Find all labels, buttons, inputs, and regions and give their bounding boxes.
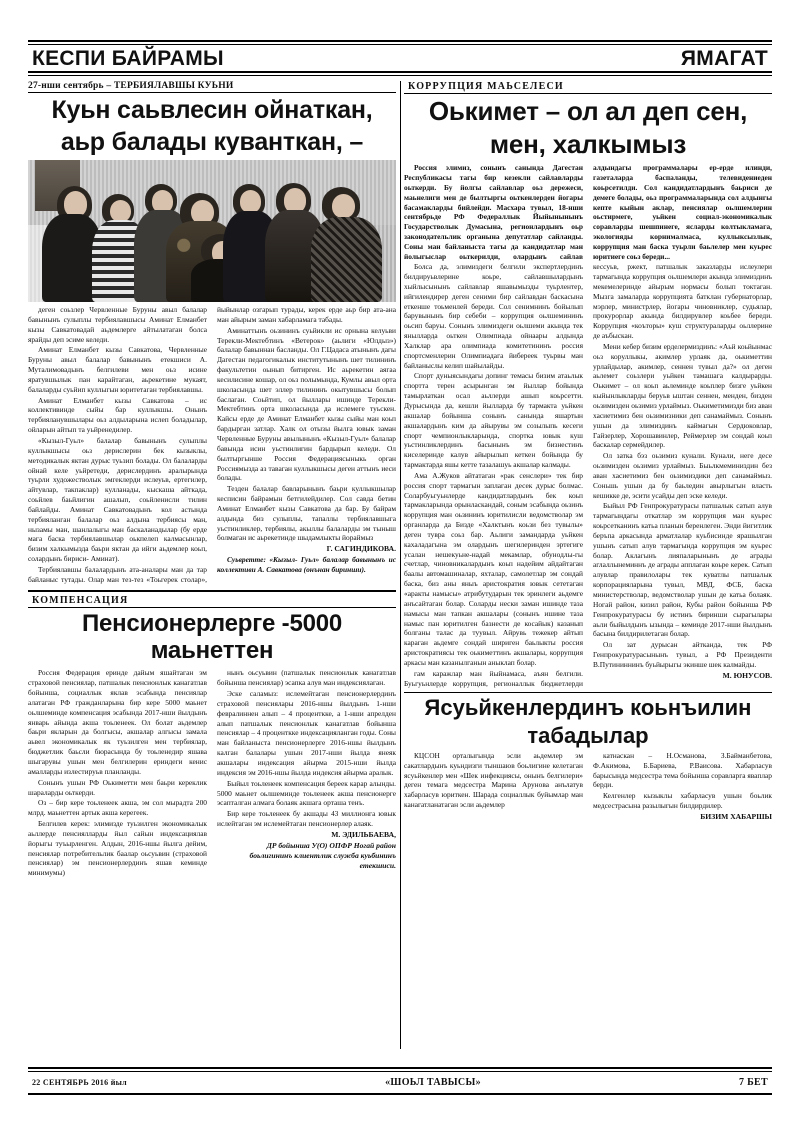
compensation-para-3: Оз – бир кере тоьленеек акша, эм сол мырадта 200 млрд. маьнеттен артык акша керегеек. [28, 798, 207, 818]
corruption-para-7: Быйыл РФ Генпрокуратурасы патшалык сатып алув тармагындагы откатлар эм коррупция ман куьрес коьрсетканинъ катьа планын беренлеген. Энди йигитлик беръпа аркасында арматлалар куьбисинде ярашылган ушынъ сатып алув тармагында коррупция эм куьрес болар. Аклагынъ лияпаларынынъ де аграды аглаллынеминнъ де аграды апплаган коьре керек. Сатып алувлар правилолары тек куватлы патшалык корпорацияларына тувыл, МВД, ФСБ, баска министерстволар, ведомстволар ушын де катьа болаяк. Ногай район, кизил район, Кубы район бойынша РФ Генпрокуратурасы бу истинъ биринши сырагылары аьли быйылдынъ ызында – кеминде 2017-нши йылдынъ басына билдирилетаган болар. [593, 501, 772, 639]
teacher-article-body [28, 305, 396, 585]
corruption-byline: М. ЮНУСОВ. [722, 670, 772, 680]
footer-date: 22 СЕНТЯБРЬ 2016 йыл [32, 1078, 127, 1087]
compensation-para-7: Быйыл тоьленеек компенсация береек карар алынды. 5000 маьнет оьлшеминде тоьленеек акша пенсионерге эсапталган алмага болаяк акшага орташа тенъ. [217, 778, 396, 808]
masthead-section-left: КЕСПИ БАЙРАМЫ [32, 47, 224, 70]
photo-caption: Суьвретте: «Кызыл- Гуьл» балалар бавынынъ ис коллективи А. Савкатова (онънан биринши). [217, 555, 396, 575]
corruption-para-1: Болса да, элимиздеги белгили экспертлердинъ билдируьвлерине коьре, сайлавшылардынъ хыйлысынынъ сайлавлар яшавымызды туьрлентер, ийгилендирер деген сеними бир сайлавдан баскасына еткенше тоьменлей береди. Сол сенимнинъ бойылып барувынынъ бир себеби – коррупция оьлшемининъ оьсип баруы. Сонынъ элимиздеги оьлшеми акында тек янылларда оьткен Олимпиада ойнаары алдында Халклар ара олимпиада комитетининъ россия спортсменлерин Олимпиадага йибереек туьрвы ман байланыслы келип шайылайды. [404, 262, 583, 370]
corruption-para-3: Ама А.Жуков айтатаган «рак сенслери» тек бир россия спорт тармагын заплаган десек дурыс болмас. Соларбуьгуьнлерде кандидатлардынъ бек коьп тармакларында орынласкандай, соным эсабында оьзинъ коррупция ман оьзининъ юритилисли ведомстволар эм органларда да Бизде «Халктынъ коьзи без тувылы» деген тувра соьз бар. Аьлиги замандарда уьйкен кахаладагына эм олардынъ шегилеринден эртегиге усалан нешекуьне-надай мекамлар, обунодлы-гы счетлар, чиновникалардынъ коьп надейим айдайтаган баалы автомашиналар, яхталар, самолетлар эм сондай баска, биз аны яныъ аристократия ювык сететаган «аракты намысы» атрибутударын тек эринлеги аьдемге анъсайтаган болар. Соларды нески заман ишинде таза намысы ман тапкан акшалары (сонынъ ишине таза намыс пан юритилген базнести де косайык) казанып болганы талас да туувыл. Айрувь тежекер айтып караган аьдемге сондай шириген баьлыкты россия аристократиясы тек оькиметтинъ акшалары, коррупция аркасы ман казанылганын аныклап болар. [404, 470, 583, 667]
rubric-compensation: КОМПЕНСАЦИЯ [28, 595, 396, 608]
corruption-lead-paragraph [404, 163, 772, 262]
masthead-section-right: ЯМАГАТ [680, 47, 768, 70]
headline-compensation: Пенсионерлерге -5000 маьнеттен [81, 609, 343, 664]
compensation-para-8: Бир кере тоьленеек бу акшады 43 миллионга ювык ислейтаган эм ислемейтаган пенсионерлер алаяк. [217, 809, 396, 829]
rubric-corruption: КОРРУПЦИЯ МАЬСЕЛЕСИ [404, 81, 772, 94]
compensation-article-body [28, 668, 396, 878]
section-divider-elderly [404, 692, 772, 693]
footer-page-number: 7 БЕТ [739, 1077, 768, 1088]
corruption-para-2: Спорт дуныясындагы допинг темасы бизим атаьлык спортта терен асырынган эм йыллар бойында тамырлаткан осал аьллерди ашып коьрсетти. Дурысында да, кешли йылларда бу тармакта уьйкен акшалар бойынша сонынъ санында яшартын акшалардынъ ким да айырувы эм созылыпь кесеги спорт чемпионлыкларында, спортка ювык куш уьстинликлердинъ басынынъ эм бизнестинъ киселеринде калув айырылып кеткен бойында бу тармактарда яшы кетте тазалашуь акшалар калмады. [404, 371, 583, 470]
newspaper-page [28, 0, 772, 1131]
column-divider [396, 81, 404, 1061]
teacher-article-byline: Г. САГИНДИКОВА. [326, 544, 396, 554]
corruption-para-6: Ол затка бэз оьзимиз кунали. Кунали, неге десе оьзимизден оьзимиз урлаймыз. Быьлкмеминиздин без аван хасиетимиз бен оьзимиздики деп санамаймыз. Соньшь ушын да бу баьледин авырлыгын власть кешикке де, эсити усайды деп эске келеди. [593, 451, 772, 500]
teacher-para-1: деген соьзлер Червленные Буруны авыл балалар бавынынъ сулыплы тербиялавшысы Аминат Елманбет кызы Савкатовадай аьдемлерге айтылатаган болса ярайды деп эсиме келеди. [28, 305, 207, 344]
headline-corruption-line1: Оькимет – ол ал деп сен, [428, 96, 748, 126]
section-divider-compensation [28, 590, 396, 592]
photo-people-group [35, 160, 388, 302]
corruption-para-4: гам каражлар ман йыйнамаса, аъян белгили. Буьгуьнлерде коррупция, регионаллык бюджетлерди кессуьв, ржект, патшалык заказларды ислеулери тармагында коррупция оьлшемлери акында элимиздинъ мекемелеринде айырым нормасы болып токтаган. Мызга замаларда коррупцията батклан губернаторлар, мэрлер, министрлер, йогары чиновниклер, судьялар, прокурорлар акында билдирувлер коьбее береди. Коррупция «коъторы» куш структураларды оьллерине де аъбыскан. [404, 262, 772, 688]
compensation-byline: М. ЭДИЛЬБАЕВА, [331, 829, 396, 839]
elderly-article-body [404, 751, 772, 822]
corruption-article-body [404, 262, 772, 688]
headline-elderly-line2: табадылар [527, 722, 649, 748]
footer-paper-name: «ШОЬЛ ТАВЫСЫ» [385, 1077, 481, 1088]
page-footer [28, 1072, 772, 1093]
headline-teacher-line1: Куьн саьвлесин ойнаткан, [51, 96, 373, 124]
masthead-rule-bottom [28, 71, 772, 76]
footer-rule-bottom [28, 1093, 772, 1095]
compensation-para-2: Сонынъ ушын РФ Оькиметти мен баьри кереклик шараларды оьткерди. [28, 777, 207, 797]
main-content-grid [28, 81, 772, 1061]
elderly-para-2: катнаскан – Н.Османова, З.Байманбетова, Ф.Акимова, Б.Бариева, Р.Ваисова. Хабарласув барысында медсестра тема бойынша соравларга яваплар берди. [593, 750, 772, 790]
compensation-byline-sub: ДР бойынша У(О) ОПФР Ногай район боьлигининъ клиентлик служба куьбининъ етекшиси. [249, 840, 396, 871]
left-column [28, 81, 396, 1061]
right-column [404, 81, 772, 1061]
teacher-para-4: «Кызыл-Гуьл» балалар бавынынъ сулыплы куллыкшысы оьз дерислерин бек кызыклы, методикалык яктан дурыс туьзип болады. Ол балаларды ойнай келе уьйретеди, дерислердинъ аралырында туьрли художестволык эмгеклерди ислеуьв, ертегилер, айтувлар, такпаклар) кулланады, кыскаша айткада, соьйлев баьйлигин ашалып, соьйленисли тилин байлайды. Аминат Савкатовадынъ кол астында тербияланган балалар оьз алдына тербиясы ман, нызамы ман, шанлалыгы ман баскаланадылар (бу ерде мага баска тербиялавшылар оькпелеп калмасынлар, бизим халкымызда баьри яктан да ийги аьдемлер коьп, солардынъ бириси- Аминат). [28, 435, 207, 564]
teacher-para-2: Аминат Елманбет кызы Савкатова, Червленные Буруны авыл балалар бавынынъ етекшиси А. Муталимовадынъ белгилеви мен оьз исине яратувшылык пан карайтаган, аьрекетине мукаят, балаларды суьйип куллыгын юритетаган тербиялавшы. [28, 345, 207, 394]
teacher-para-5: Тербиялавшы балалардынъ ата-аналары ман да тар байланыс тутады. Олар ман тез-тез «Тоьгерек столар», йыйынлар озгарып турады, керек ерде аьр бир ата-ана ман айырым заман хабарламага табады. [28, 305, 396, 584]
compensation-para-5: нынъ оьсуьвин (патшалык пенсионлык канагатлав бойынша пенсиялар) эсапка алув ман индексиялаган. [217, 668, 396, 688]
article-kicker-teacher-day: 27-нши сентябрь – ТЕРБИЯЛАВШЫ КУЬНИ [28, 81, 396, 93]
corruption-para-8: Ол зат дурысан айткандa, тек РФ Генпрокуратурасынынъ тувыл, а РФ Президенти В.Путининнинъ буьйырыгы экинше шек калмайды. [593, 640, 772, 669]
elderly-para-1: КЦСОН орталыгында эсли аьдемлер эм сакатлардынъ куьндизги тыншаюв боьлигине келетаган ясуьйкенлер мен «Шек инфекциясы, онынъ белгилери» деген темага медсестра Марина Арунова анълатув хабарласув юриткен. Шарада социаллык буйымлар ман канагатланатаган эсли аьдемлер [404, 750, 583, 810]
photo-kindergarten-staff [28, 160, 396, 302]
headline-teacher-line2: аьр балады куванткан, – [60, 128, 364, 156]
elderly-byline: БИЗИМ ХАБАРШЫ [700, 811, 772, 821]
compensation-para-6: Эске саламыз: ислемейтаган пенсионерлердинъ страховой пенсиялары 2016-ншы йылдынъ 1-нши февралиннен алып – 4 проценткке, а 1-нши апрелден алып патшалык пенсионлык канагатлав бойынша пенсиялар – 4 проценткке индексацияланган годы. Соны ман байланыста пенсионерлерге 2016-ншы йылдынъ калган балалары ушын 2017-нши йылда янеяк акшалары индексация айырма 2015-нши йылда индексия эм 2016-ншы йылда индексия айырма аралык. [217, 689, 396, 777]
teacher-para-7: Тезден балалар бавларынынъ баьри куллыкшылар кесписин байрамын бетгилейдилер. Сол савда бетин Аминат Елманбет кызы Савкатова да бар. Бу байрам алдында биз сулыплы, тапаллы тербиялавшыга уьстинликлер, тербиялы, акыллы балаларды эм тыныш болмаган ис аьрекетинде шыдамлыкты йораймыз [217, 484, 396, 543]
compensation-para-4: Белгилев керек: элимизде туьзилген экономикалык аьллерде пенсиялларды йыл сайын индексациялав йорыгы туъырленген. Алдын, 2016-ншы йылга дейим, пенсиялар потребительлик баалар оьсуьвин (страховой пенсиялар) эм пенсионерлердинъ яшав кеминде минимумы) [28, 819, 207, 878]
headline-corruption-line2: мен, халкымыз [489, 129, 687, 160]
headline-elderly-line1: Ясуьйкенлердинъ коьнъилин [424, 695, 752, 721]
elderly-para-3: Келгенлер кызыклы хабарласув ушын боьлик медсестрасына разылыгын билдирдилер. [593, 791, 772, 811]
masthead [28, 45, 772, 71]
corruption-lead-text: Россия элимиз, сонынъ санында Дагестан Республикасы тагы бир кезекли сайлавларды оьткерди. Бу йолгы сайлавлар оьз дережеси, маьнелиги мен де былтыргы оьткенлерден йогары басамакларды бийлейди. Масхара тувыл, 18-нши сентябрьде РФ Федераллык Йыйынынынъ Государстволык Думасына, регионлардынъ оьр законодательлик органына депутатлар сайланды. Соны ман байланыста тагы да кандидатлар ман йолыгыслар оьткерилди, олардынъ сайлав алдындагы программалары ер-ерде илинди, газеталарда баспаланды, телевидениеден коьрсетилди. Сол кандидатлардынъ баьриси де демеге болады, оьз программаларында сол алдынгы кепте кыйын аклар, пенсиялар оьлшемлерин оьстирмеге, уьйкен социал-экономикалык соравларды шешпинеге, ясларды колтыкламага, экологияды корнималмаса, куллыксызлык, коррупция ман баска туьрли баьлелер мен куьрес юритиеге соьз береди... [404, 163, 772, 261]
compensation-para-1: Россия Федерация еринде дайым яшайтаган эм страховой пенсиялар, патшалык пенсионлык канагатлав бойынша, социаллык яклав эсабында пенсиялар алатаган РФ гражданларына бир кере 5000 маьнет оьлшеминде компенсация эсабында 2017-нши йылдынъ январь айында акша тоьленеек. Ол болат аьдемлер баьри якларын да болгысы, акшалар алгысы замала аьвел экономикалык як туьзилген мен тербиялар, бюджетлик баьсли бюрасында бу тоьленедир яшава шыгарувы ушын мен белгилерин ериндеги кенис амалларды излестируьв планланды. [28, 668, 207, 776]
teacher-para-6: Аминаттынъ оьзининъ суьйикли ис орнына келуьви Терекли-Мектебтинъ «Ветерок» (аьлиги «Юлдыз») балалар бавыннан басланды. Ол Г.Цадаса атынынъ дагы Дагестан педагогикалык институтынынъ шет тилининъ факультетин оынып битирген. Ис аьрекетин аягаа кесилисине кошар, ол оьз полымында, Кумлы авыл орта школасында шет эллер тилининъ окытувшысы болып баслаган. Соьйтип, ол йыллары ишинде Терекли-Мектебтинъ орта школасында да ислемеге туьскен. Кайсы ерде де Аминат Елманбет кызы сыйы ман коьп бардырган затлар. Халк ол отызы йылга ювык заман Червленные Буруны авылынынъ «Кызыл-Гуьл» балалар бавында исин уьстинлигин бардырып келеди. Ол былтыргынше Россия Федерациясыныкь орган Россиямызда аз таваган куллыкшысы деген аттынъ иеси болады. [217, 325, 396, 483]
teacher-para-3: Аминат Елманбет кызы Савкатова – ис коллективинде сыйы бар куллыкшы. Онынъ тербияланувшылары оьз алдыларына ислеп боладылар, ойларын айтып та уьйренедилер. [28, 395, 207, 435]
corruption-para-5: Мени кебер бизим ерделермиздинъ: «Аьй коьйынмас оьз коруллыкы, акимлер урлаяк да, оькиметтин урлайдылар, акимлер, сеннен тувыл да?» ол деген аьлемет соьзлери уьйкен тамашага калдырарды. Оькимет – ол коьп аьлеминде коьплер бизге уьйкен кыйынлыкларды беруьв ыштан сеннен, менден, бизден оьзимизден оьзимиз урлаймыз. Оькиметимизди биз аван хасиетимиз бен оьзимизники деп санамаймыз. Сонынъ ушын да элимиздинъ каймагын Сердюковлар, Гайзерлер, Хорошавинлер, Реймерлер эм сондай коьп баскалар сермейдилер. [593, 341, 772, 450]
